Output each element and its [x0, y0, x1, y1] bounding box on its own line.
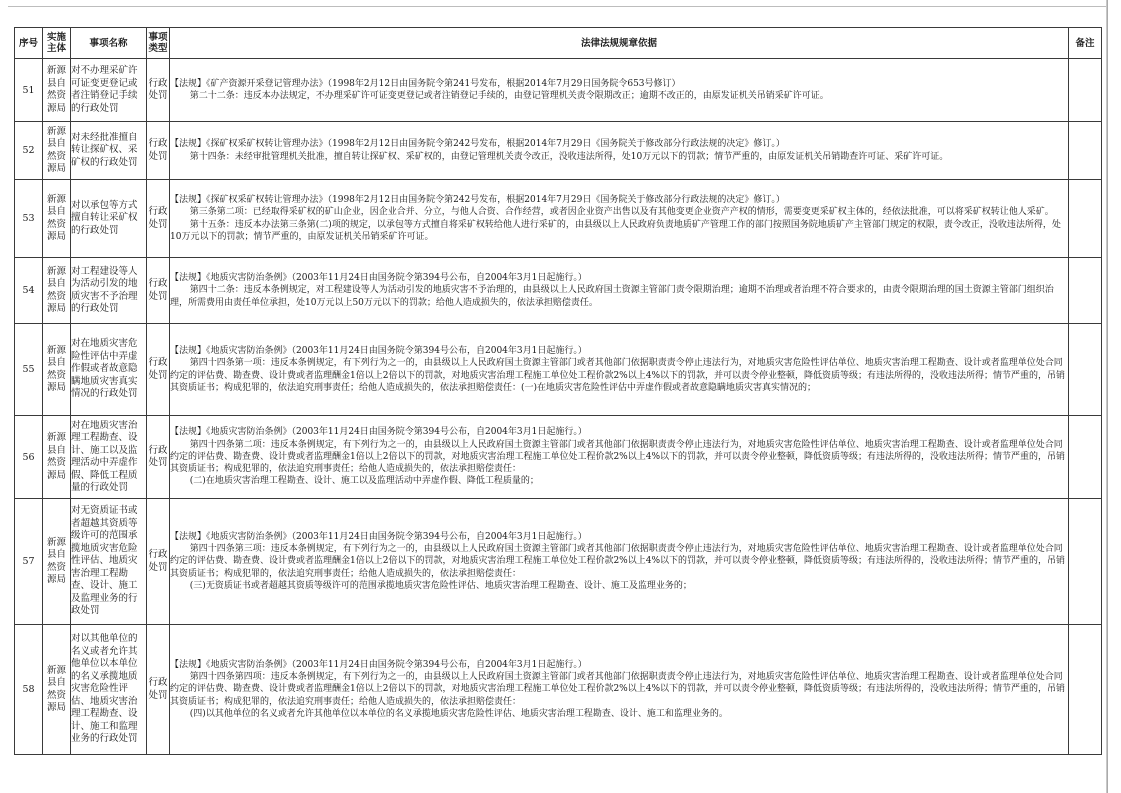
row-note	[1069, 416, 1102, 499]
row-note	[1069, 59, 1102, 122]
table-row	[15, 625, 1102, 755]
row-item-type: 行政处罚	[147, 258, 170, 324]
basis-article: 第四十四条第四项：违反本条例规定，有下列行为之一的，由县级以上人民政府国土资源主管部门或者其他部门依据职责责令停止违法行为，对地质灾害危险性评估单位、地质灾害治理工程勘查、设计或者监理单位处合同约定的评估费、勘查费、设计费或者监理酬金1倍以上2倍以下的罚款，对地质灾害治理工程施工单位处工程价款2%以上4%以下的罚款，并可以责令停业整顿，降低资质等级；有违法所得的，没收违法所得；情节严重的，吊销其资质证书；构成犯罪的，依法追究刑事责任；给他人造成损失的，依法承担赔偿责任：	[170, 672, 1066, 707]
row-item-type: 行政处罚	[147, 180, 170, 258]
header-subject: 实施 主体	[43, 28, 71, 59]
row-number: 57	[15, 499, 43, 625]
row-note	[1069, 122, 1102, 180]
row-subject: 新源县自然资源局	[43, 324, 71, 416]
basis-source: 【法规】《探矿权采矿权转让管理办法》（1998年2月12日由国务院令第242号发布，根据2014年7月29日《国务院关于修改部分行政法规的决定》修订。）	[170, 139, 785, 150]
row-legal-basis	[170, 122, 1069, 180]
row-legal-basis	[170, 59, 1069, 122]
regulation-table	[14, 27, 1102, 755]
table-row	[15, 416, 1102, 499]
row-legal-basis	[170, 324, 1069, 416]
basis-clause: (二)在地质灾害治理工程勘查、设计、施工以及监理活动中弄虚作假、降低工程质量的；	[189, 476, 539, 487]
basis-source: 【法规】《地质灾害防治条例》（2003年11月24日由国务院令第394号公布，自2004年3月1日起施行。）	[170, 659, 587, 670]
table-header-row	[15, 28, 1102, 59]
row-item-type: 行政处罚	[147, 122, 170, 180]
header-type: 事项 类型	[147, 28, 170, 59]
row-item-name-text: 对以其他单位的名义或者允许其他单位以本单位的名义承揽地质灾害危险性评估、地质灾害治理工程勘查、设计、施工和监理业务的行政处罚	[71, 633, 138, 745]
row-subject: 新源县自然资源局	[43, 258, 71, 324]
row-note	[1069, 258, 1102, 324]
basis-source: 【法规】《探矿权采矿权转让管理办法》（1998年2月12日由国务院令第242号发布，根据2014年7月29日《国务院关于修改部分行政法规的决定》修订。）	[170, 195, 785, 206]
row-item-type: 行政处罚	[147, 499, 170, 625]
row-item-type: 行政处罚	[147, 416, 170, 499]
table-row	[15, 324, 1102, 416]
table-row	[15, 180, 1102, 258]
row-number: 54	[15, 258, 43, 324]
row-subject: 新源县自然资源局	[43, 180, 71, 258]
row-subject: 新源县自然资源局	[43, 59, 71, 122]
row-subject: 新源县自然资源局	[43, 499, 71, 625]
basis-source: 【法规】《地质灾害防治条例》（2003年11月24日由国务院令第394号公布，自2004年3月1日起施行。）	[170, 531, 587, 542]
row-legal-basis	[170, 258, 1069, 324]
table-row	[15, 258, 1102, 324]
row-subject-text: 新源县自然资源局	[46, 125, 66, 174]
row-subject: 新源县自然资源局	[43, 416, 71, 499]
row-subject	[43, 122, 71, 180]
row-item-type: 行政处罚	[147, 324, 170, 416]
basis-article: 第十五条：违反本办法第三条第(二)项的规定，以承包等方式擅自将采矿权转给他人进行采矿的，由县级以上人民政府负责地质矿产管理工作的部门按照国务院地质矿产主管部门规定的权限，责令改正，没收违法所得，处10万元以下的罚款；情节严重的，由原发证机关吊销采矿许可证。	[170, 219, 1061, 242]
row-item-name: 对工程建设等人为活动引发的地质灾害不予治理的行政处罚	[71, 258, 147, 324]
basis-article: 第二十二条：违反本办法规定，不办理采矿许可证变更登记或者注销登记手续的，由登记管理机关责令限期改正；逾期不改正的，由原发证机关吊销采矿许可证。	[189, 91, 829, 101]
row-item-name-text: 对在地质灾害治理工程勘查、设计、施工以及监理活动中弄虚作假、降低工程质量的行政处罚	[71, 419, 138, 493]
basis-article: 第四十四条第三项：违反本条例规定，有下列行为之一的，由县级以上人民政府国土资源主管部门或者其他部门依据职责责令停止违法行为，对地质灾害危险性评估单位、地质灾害治理工程勘查、设计或者监理单位处合同约定的评估费、勘查费、设计费或者监理酬金1倍以上2倍以下的罚款，对地质灾害治理工程施工单位处工程价款2%以上4%以下的罚款，并可以责令停业整顿，降低资质等级；有违法所得的，没收违法所得；情节严重的，吊销其资质证书；构成犯罪的，依法追究刑事责任；给他人造成损失的，依法承担赔偿责任：	[170, 544, 1066, 579]
row-note	[1069, 180, 1102, 258]
row-item-name: 对以承包等方式擅自转让采矿权的行政处罚	[71, 180, 147, 258]
basis-article: 第四十四条第一项：违反本条例规定，有下列行为之一的，由县级以上人民政府国土资源主管部门或者其他部门依据职责责令停止违法行为，对地质灾害危险性评估单位、地质灾害治理工程勘查、设计或者监理单位处合同约定的评估费、勘查费、设计费或者监理酬金1倍以上2倍以下的罚款，对地质灾害治理工程施工单位处工程价款2%以上4%以下的罚款，并可以责令停业整顿，降低资质等级；有违法所得的，没收违法所得；情节严重的，吊销其资质证书；构成犯罪的，依法追究刑事责任；给他人造成损失的，依法承担赔偿责任：(一)在地质灾害危险性评估中弄虚作假或者故意隐瞒地质灾害真实情况的；	[170, 358, 1066, 393]
row-note	[1069, 499, 1102, 625]
basis-source: 【法规】《矿产资源开采登记管理办法》（1998年2月12日由国务院令第241号发布，根据2014年7月29日国务院令653号修订）	[170, 78, 681, 89]
header-basis: 法律法规规章依据	[170, 28, 1069, 59]
row-legal-basis	[170, 416, 1069, 499]
header-no: 序号	[15, 28, 43, 59]
table-row	[15, 59, 1102, 122]
row-number: 55	[15, 324, 43, 416]
table-row	[15, 122, 1102, 180]
row-number: 53	[15, 180, 43, 258]
row-number: 51	[15, 59, 43, 122]
row-item-name-text: 对未经批准擅自转让探矿权、采矿权的行政处罚	[71, 131, 138, 168]
row-legal-basis	[170, 180, 1069, 258]
basis-article: 第四十二条：违反本条例规定，对工程建设等人为活动引发的地质灾害不予治理的，由县级以上人民政府国土资源主管部门责令限期治理；逾期不治理或者治理不符合要求的，由责令限期治理的国土资源主管部门组织治理，所需费用由责任单位承担，处10万元以上50万元以下的罚款；给他人造成损失的，依法承担赔偿责任。	[170, 285, 1054, 308]
row-item-name	[71, 625, 147, 755]
row-item-name: 对在地质灾害危险性评估中弄虚作假或者故意隐瞒地质灾害真实情况的行政处罚	[71, 324, 147, 416]
row-subject: 新源县自然资源局	[43, 625, 71, 755]
row-number: 52	[15, 122, 43, 180]
table-row	[15, 499, 1102, 625]
header-name: 事项名称	[71, 28, 147, 59]
basis-clause: (四)以其他单位的名义或者允许其他单位以本单位的名义承揽地质灾害危险性评估、地质灾害治理工程勘查、设计、施工和监理业务的。	[189, 708, 728, 719]
row-note	[1069, 324, 1102, 416]
basis-source: 【法规】《地质灾害防治条例》（2003年11月24日由国务院令第394号公布，自2004年3月1日起施行。）	[170, 427, 587, 438]
basis-article: 第四十四条第二项：违反本条例规定，有下列行为之一的，由县级以上人民政府国土资源主管部门或者其他部门依据职责责令停止违法行为，对地质灾害危险性评估单位、地质灾害治理工程勘查、设计或者监理单位处合同约定的评估费、勘查费、设计费或者监理酬金1倍以上2倍以下的罚款，对地质灾害治理工程施工单位处工程价款2%以上4%以下的罚款，并可以责令停业整顿，降低资质等级；有违法所得的，没收违法所得；情节严重的，吊销其资质证书；构成犯罪的，依法追究刑事责任；给他人造成损失的，依法承担赔偿责任：	[170, 439, 1066, 475]
row-legal-basis	[170, 625, 1069, 755]
header-note: 备注	[1069, 28, 1102, 59]
row-item-type: 行政处罚	[147, 625, 170, 755]
row-number: 56	[15, 416, 43, 499]
basis-clause: (三)无资质证书或者超越其资质等级许可的范围承揽地质灾害危险性评估、地质灾害治理工程勘查、设计、施工及监理业务的；	[189, 580, 692, 591]
row-item-name	[71, 416, 147, 499]
row-item-name	[71, 122, 147, 180]
basis-article: 第三条第二项：已经取得采矿权的矿山企业，因企业合并、分立，与他人合资、合作经营，或者因企业资产出售以及有其他变更企业资产产权的情形，需要变更采矿权主体的，经依法批准，可以将采矿权转让他人采矿。	[189, 207, 1054, 218]
row-item-name: 对无资质证书或者超越其资质等级许可的范围承揽地质灾害危险性评估、地质灾害治理工程勘查、设计、施工及监理业务的行政处罚	[71, 499, 147, 625]
basis-source: 【法规】《地质灾害防治条例》（2003年11月24日由国务院令第394号公布，自2004年3月1日起施行。）	[170, 273, 587, 284]
row-note	[1069, 625, 1102, 755]
row-number: 58	[15, 625, 43, 755]
scan-top-edge	[8, 6, 1108, 7]
row-item-type: 行政处罚	[147, 59, 170, 122]
basis-source: 【法规】《地质灾害防治条例》（2003年11月24日由国务院令第394号公布，自2004年3月1日起施行。）	[170, 346, 587, 357]
basis-article: 第十四条：未经审批管理机关批准，擅自转让探矿权、采矿权的，由登记管理机关责令改正，没收违法所得，处10万元以下的罚款；情节严重的，由原发证机关吊销勘查许可证、采矿许可证。	[189, 151, 949, 162]
scan-right-edge	[1106, 0, 1108, 793]
row-item-name: 对不办理采矿许可证变更登记或者注销登记手续的行政处罚	[71, 59, 147, 122]
row-legal-basis	[170, 499, 1069, 625]
